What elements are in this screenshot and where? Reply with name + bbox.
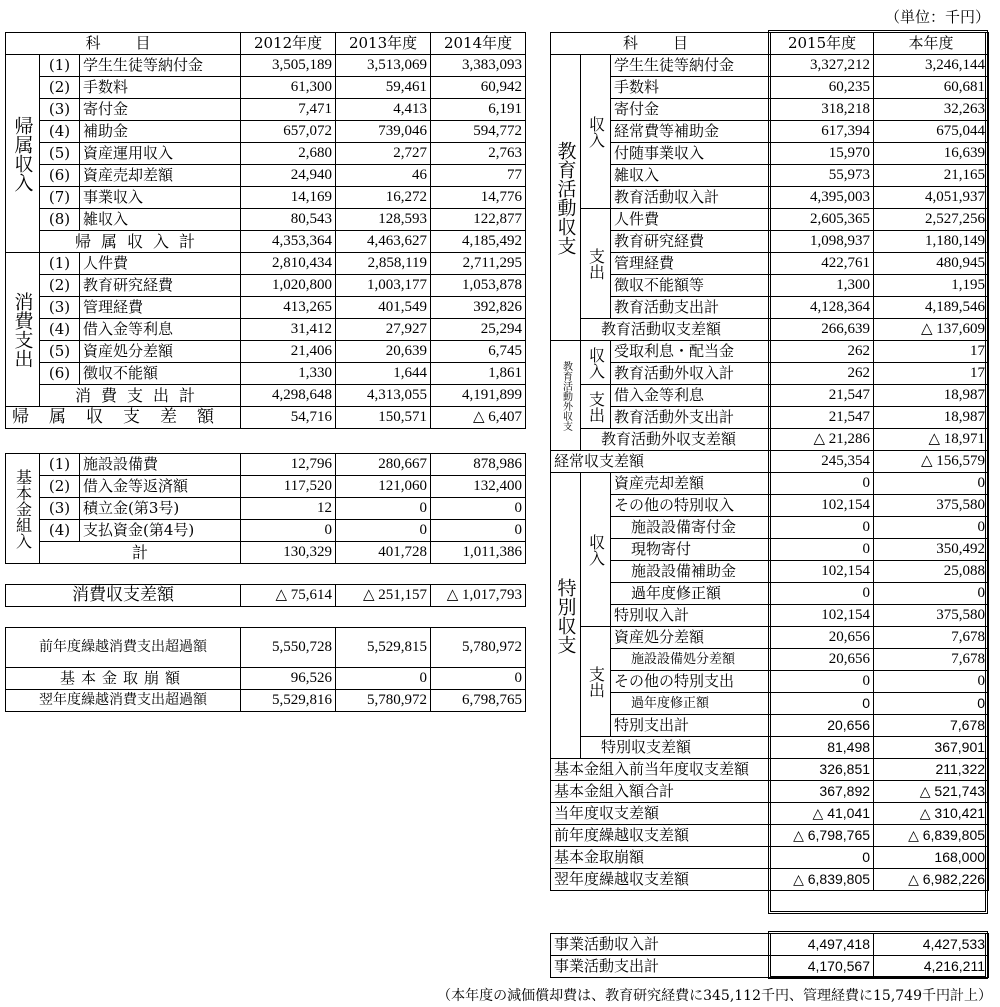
- income-row: [6, 55, 526, 77]
- value-cell: 150,571: [336, 407, 431, 429]
- value-cell: 20,656: [771, 627, 874, 649]
- value-cell: △ 521,743: [874, 781, 989, 803]
- value-cell: 4,051,937: [874, 187, 989, 209]
- row-number: (4): [40, 319, 80, 341]
- row-label: 管理経費: [611, 253, 771, 275]
- row-number: (6): [40, 165, 80, 187]
- value-cell: 12,796: [241, 454, 336, 476]
- value-cell: 4,216,211: [874, 956, 989, 978]
- value-cell: 0: [771, 583, 874, 605]
- value-cell: 14,169: [241, 187, 336, 209]
- row-number: (6): [40, 363, 80, 385]
- value-cell: 657,072: [241, 121, 336, 143]
- header-subject: 科 目: [6, 33, 241, 55]
- carryover-label: 基本金取崩額: [6, 668, 241, 690]
- value-cell: 0: [874, 693, 989, 715]
- value-cell: 5,529,816: [241, 690, 336, 712]
- income-row: [6, 143, 526, 165]
- summary-label: 基本金組入額合計: [551, 781, 771, 803]
- row-label: 教育活動外支出計: [611, 407, 771, 429]
- value-cell: 121,060: [336, 476, 431, 498]
- row-label: その他の特別支出: [611, 671, 771, 693]
- value-cell: 0: [431, 498, 526, 520]
- row-label: 借入金等利息: [611, 385, 771, 407]
- value-cell: 18,987: [874, 407, 989, 429]
- value-cell: 2,605,365: [771, 209, 874, 231]
- value-cell: 128,593: [336, 209, 431, 231]
- special-balance-label: 特別収支差額: [581, 737, 771, 759]
- expense-side-label: 支出: [581, 627, 611, 737]
- group-expense: 消費支出: [6, 253, 40, 407]
- row-label: 学生生徒等納付金: [80, 55, 241, 77]
- income-row: [6, 99, 526, 121]
- value-cell: 102,154: [771, 495, 874, 517]
- row-label: 徴収不能額等: [611, 275, 771, 297]
- value-cell: 5,529,815: [336, 628, 431, 668]
- value-cell: 0: [771, 473, 874, 495]
- header-year: 2013年度: [336, 33, 431, 55]
- value-cell: 20,656: [771, 715, 874, 737]
- income-row: [6, 209, 526, 231]
- row-number: (2): [40, 77, 80, 99]
- expense-total-row: [6, 385, 526, 407]
- value-cell: 31,412: [241, 319, 336, 341]
- value-cell: 0: [771, 693, 874, 715]
- value-cell: 61,300: [241, 77, 336, 99]
- row-label: 特別支出計: [611, 715, 771, 737]
- carryover-row: [6, 668, 526, 690]
- expense-total-label: 消費支出計: [40, 385, 241, 407]
- row-label: 教育研究経費: [611, 231, 771, 253]
- row-number: (3): [40, 498, 80, 520]
- value-cell: 617,394: [771, 121, 874, 143]
- value-cell: 413,265: [241, 297, 336, 319]
- value-cell: 480,945: [874, 253, 989, 275]
- row-number: (2): [40, 275, 80, 297]
- value-cell: 12: [241, 498, 336, 520]
- income-side-label: 収入: [581, 341, 611, 385]
- row-label: 事業収入: [80, 187, 241, 209]
- value-cell: 7,678: [874, 627, 989, 649]
- value-cell: 262: [771, 341, 874, 363]
- row-number: (4): [40, 520, 80, 542]
- value-cell: 4,463,627: [336, 231, 431, 253]
- row-label: 資産運用収入: [80, 143, 241, 165]
- row-label: 施設設備費: [80, 454, 241, 476]
- summary-label: 前年度繰越収支差額: [551, 825, 771, 847]
- value-cell: 4,191,899: [431, 385, 526, 407]
- fund-row: [6, 454, 526, 476]
- value-cell: 326,851: [771, 759, 874, 781]
- row-number: (3): [40, 297, 80, 319]
- balance-label: 帰属収支差額: [6, 407, 241, 429]
- summary-label: 基本金取崩額: [551, 847, 771, 869]
- value-cell: 2,680: [241, 143, 336, 165]
- row-label: 教育活動支出計: [611, 297, 771, 319]
- fund-row: [6, 520, 526, 542]
- value-cell: 55,973: [771, 165, 874, 187]
- value-cell: 0: [336, 668, 431, 690]
- value-cell: 16,272: [336, 187, 431, 209]
- value-cell: 17: [874, 341, 989, 363]
- value-cell: 0: [874, 671, 989, 693]
- expense-side-label: 支出: [581, 209, 611, 319]
- value-cell: 878,986: [431, 454, 526, 476]
- group-fund: 基本金組入: [6, 454, 40, 564]
- expense-row: [6, 341, 526, 363]
- value-cell: 54,716: [241, 407, 336, 429]
- value-cell: 5,550,728: [241, 628, 336, 668]
- value-cell: 59,461: [336, 77, 431, 99]
- value-cell: 0: [874, 517, 989, 539]
- value-cell: 3,383,093: [431, 55, 526, 77]
- value-cell: 21,165: [874, 165, 989, 187]
- value-cell: 7,471: [241, 99, 336, 121]
- value-cell: 17: [874, 363, 989, 385]
- value-cell: 375,580: [874, 605, 989, 627]
- value-cell: 4,189,546: [874, 297, 989, 319]
- summary-label: 基本金組入前当年度収支差額: [551, 759, 771, 781]
- value-cell: 2,810,434: [241, 253, 336, 275]
- edu-balance-label: 教育活動収支差額: [581, 319, 771, 341]
- value-cell: 262: [771, 363, 874, 385]
- value-cell: 7,678: [874, 649, 989, 671]
- value-cell: 5,780,972: [336, 690, 431, 712]
- row-label: 資産処分差額: [611, 627, 771, 649]
- row-label: 資産処分差額: [80, 341, 241, 363]
- value-cell: 4,313,055: [336, 385, 431, 407]
- row-label: 教育活動外収入計: [611, 363, 771, 385]
- row-number: (1): [40, 55, 80, 77]
- value-cell: 367,901: [874, 737, 989, 759]
- value-cell: 21,547: [771, 385, 874, 407]
- value-cell: 20,656: [771, 649, 874, 671]
- value-cell: 4,497,418: [771, 934, 874, 956]
- value-cell: 401,549: [336, 297, 431, 319]
- row-label: 付随事業収入: [611, 143, 771, 165]
- value-cell: 266,639: [771, 319, 874, 341]
- value-cell: 1,020,800: [241, 275, 336, 297]
- income-side-label: 収入: [581, 473, 611, 627]
- value-cell: 3,513,069: [336, 55, 431, 77]
- value-cell: 6,745: [431, 341, 526, 363]
- row-label: その他の特別収入: [611, 495, 771, 517]
- row-number: (5): [40, 341, 80, 363]
- value-cell: 27,927: [336, 319, 431, 341]
- row-number: (3): [40, 99, 80, 121]
- value-cell: 1,330: [241, 363, 336, 385]
- value-cell: △ 41,041: [771, 803, 874, 825]
- value-cell: 102,154: [771, 605, 874, 627]
- value-cell: △ 6,839,805: [874, 825, 989, 847]
- value-cell: 14,776: [431, 187, 526, 209]
- value-cell: 0: [431, 668, 526, 690]
- value-cell: 422,761: [771, 253, 874, 275]
- left-income-expense-table: [5, 32, 526, 429]
- summary-label: 当年度収支差額: [551, 803, 771, 825]
- value-cell: 21,406: [241, 341, 336, 363]
- activity-total-label: 事業活動支出計: [551, 956, 771, 978]
- value-cell: 0: [431, 520, 526, 542]
- value-cell: △ 6,798,765: [771, 825, 874, 847]
- value-cell: 675,044: [874, 121, 989, 143]
- income-row: [6, 77, 526, 99]
- row-label: 雑収入: [80, 209, 241, 231]
- value-cell: 0: [771, 671, 874, 693]
- row-label: 学生生徒等納付金: [611, 55, 771, 77]
- header-row: [6, 33, 526, 55]
- row-label: 寄付金: [611, 99, 771, 121]
- left-consumption-balance-table: [5, 584, 526, 607]
- income-side-label: 収入: [581, 55, 611, 209]
- summary-label: 翌年度繰越収支差額: [551, 869, 771, 891]
- header-year: 2014年度: [431, 33, 526, 55]
- nonedu-balance-label: 教育活動外収支差額: [581, 429, 771, 451]
- value-cell: 3,246,144: [874, 55, 989, 77]
- value-cell: 4,353,364: [241, 231, 336, 253]
- value-cell: 1,195: [874, 275, 989, 297]
- value-cell: 401,728: [336, 542, 431, 564]
- row-label: 施設設備補助金: [611, 561, 771, 583]
- group-nonedu: 教育活動外収支: [551, 341, 581, 451]
- value-cell: 1,053,878: [431, 275, 526, 297]
- row-label: 現物寄付: [611, 539, 771, 561]
- value-cell: 2,727: [336, 143, 431, 165]
- value-cell: 0: [336, 520, 431, 542]
- value-cell: △ 21,286: [771, 429, 874, 451]
- value-cell: 60,942: [431, 77, 526, 99]
- value-cell: 0: [874, 583, 989, 605]
- row-label: 支払資金(第4号): [80, 520, 241, 542]
- value-cell: △ 6,407: [431, 407, 526, 429]
- value-cell: 60,681: [874, 77, 989, 99]
- group-edu: 教育活動収支: [551, 55, 581, 341]
- value-cell: 0: [336, 498, 431, 520]
- value-cell: △ 75,614: [241, 585, 336, 607]
- value-cell: 1,300: [771, 275, 874, 297]
- value-cell: 280,667: [336, 454, 431, 476]
- fund-row: [6, 498, 526, 520]
- carryover-row: [6, 690, 526, 712]
- header-subject: 科 目: [551, 33, 771, 55]
- value-cell: 4,413: [336, 99, 431, 121]
- value-cell: 4,185,492: [431, 231, 526, 253]
- value-cell: 1,180,149: [874, 231, 989, 253]
- value-cell: 25,294: [431, 319, 526, 341]
- value-cell: 1,644: [336, 363, 431, 385]
- expense-row: [6, 319, 526, 341]
- expense-row: [6, 363, 526, 385]
- row-number: (5): [40, 143, 80, 165]
- value-cell: △ 137,609: [874, 319, 989, 341]
- row-label: 資産売却差額: [611, 473, 771, 495]
- income-row: [6, 121, 526, 143]
- value-cell: 2,763: [431, 143, 526, 165]
- value-cell: 4,298,648: [241, 385, 336, 407]
- value-cell: 132,400: [431, 476, 526, 498]
- row-label: 積立金(第3号): [80, 498, 241, 520]
- row-label: 教育活動収入計: [611, 187, 771, 209]
- value-cell: 77: [431, 165, 526, 187]
- value-cell: 0: [241, 520, 336, 542]
- activity-total-label: 事業活動収入計: [551, 934, 771, 956]
- value-cell: 6,798,765: [431, 690, 526, 712]
- value-cell: 2,527,256: [874, 209, 989, 231]
- row-label: 経常費等補助金: [611, 121, 771, 143]
- value-cell: 318,218: [771, 99, 874, 121]
- value-cell: 2,711,295: [431, 253, 526, 275]
- row-number: (7): [40, 187, 80, 209]
- value-cell: 130,329: [241, 542, 336, 564]
- value-cell: 60,235: [771, 77, 874, 99]
- unit-label: （単位：千円）: [884, 8, 990, 26]
- row-label: 借入金等返済額: [80, 476, 241, 498]
- row-label: 管理経費: [80, 297, 241, 319]
- row-label: 教育研究経費: [80, 275, 241, 297]
- left-fund-table: [5, 453, 526, 564]
- consumption-balance-label: 消費収支差額: [6, 585, 241, 607]
- value-cell: 24,940: [241, 165, 336, 187]
- row-label: 寄付金: [80, 99, 241, 121]
- row-label: 施設設備処分差額: [611, 649, 771, 671]
- row-label: 補助金: [80, 121, 241, 143]
- value-cell: 0: [874, 473, 989, 495]
- value-cell: 25,088: [874, 561, 989, 583]
- value-cell: △ 156,579: [874, 451, 989, 473]
- value-cell: 1,098,937: [771, 231, 874, 253]
- expense-row: [6, 297, 526, 319]
- row-number: (2): [40, 476, 80, 498]
- income-row: [6, 187, 526, 209]
- value-cell: 46: [336, 165, 431, 187]
- value-cell: 4,395,003: [771, 187, 874, 209]
- footnote: （本年度の減価償却費は、教育研究経費に345,112千円、管理経費に15,749千円計上）: [437, 988, 992, 1004]
- row-label: 特別収入計: [611, 605, 771, 627]
- value-cell: 375,580: [874, 495, 989, 517]
- consumption-balance-row: [6, 585, 526, 607]
- value-cell: 4,128,364: [771, 297, 874, 319]
- value-cell: 15,970: [771, 143, 874, 165]
- value-cell: 245,354: [771, 451, 874, 473]
- group-special: 特別収支: [551, 473, 581, 759]
- row-label: 施設設備寄付金: [611, 517, 771, 539]
- value-cell: 168,000: [874, 847, 989, 869]
- row-label: 手数料: [80, 77, 241, 99]
- carryover-label: 翌年度繰越消費支出超過額: [6, 690, 241, 712]
- row-label: 人件費: [80, 253, 241, 275]
- group-income: 帰属収入: [6, 55, 40, 253]
- row-label: 過年度修正額: [611, 583, 771, 605]
- value-cell: △ 1,017,793: [431, 585, 526, 607]
- value-cell: 16,639: [874, 143, 989, 165]
- row-label: 手数料: [611, 77, 771, 99]
- income-row: [6, 165, 526, 187]
- value-cell: 0: [771, 539, 874, 561]
- row-label: 徴収不能額: [80, 363, 241, 385]
- value-cell: △ 6,839,805: [771, 869, 874, 891]
- row-label: 資産売却差額: [80, 165, 241, 187]
- value-cell: 117,520: [241, 476, 336, 498]
- row-number: (4): [40, 121, 80, 143]
- value-cell: 80,543: [241, 209, 336, 231]
- value-cell: △ 251,157: [336, 585, 431, 607]
- value-cell: 3,505,189: [241, 55, 336, 77]
- value-cell: 96,526: [241, 668, 336, 690]
- header-year: 2015年度: [771, 33, 874, 55]
- value-cell: 3,327,212: [771, 55, 874, 77]
- value-cell: 211,322: [874, 759, 989, 781]
- value-cell: 122,877: [431, 209, 526, 231]
- fund-total-row: [6, 542, 526, 564]
- activity-total-frame: [768, 931, 988, 979]
- value-cell: 21,547: [771, 407, 874, 429]
- row-number: (1): [40, 454, 80, 476]
- fund-row: [6, 476, 526, 498]
- header-year: 2012年度: [241, 33, 336, 55]
- value-cell: 0: [771, 847, 874, 869]
- value-cell: 0: [771, 517, 874, 539]
- fund-total-label: 計: [40, 542, 241, 564]
- value-cell: △ 6,982,226: [874, 869, 989, 891]
- row-number: (1): [40, 253, 80, 275]
- value-cell: 32,263: [874, 99, 989, 121]
- value-cell: 7,678: [874, 715, 989, 737]
- value-cell: 6,191: [431, 99, 526, 121]
- left-carryover-table: [5, 627, 526, 712]
- value-cell: △ 18,971: [874, 429, 989, 451]
- expense-row: [6, 253, 526, 275]
- value-cell: 5,780,972: [431, 628, 526, 668]
- row-number: (8): [40, 209, 80, 231]
- value-cell: 594,772: [431, 121, 526, 143]
- row-label: 人件費: [611, 209, 771, 231]
- expense-side-label: 支出: [581, 385, 611, 429]
- value-cell: 81,498: [771, 737, 874, 759]
- header-year: 本年度: [874, 33, 989, 55]
- row-label: 借入金等利息: [80, 319, 241, 341]
- balance-row: [6, 407, 526, 429]
- value-cell: △ 310,421: [874, 803, 989, 825]
- value-cell: 392,826: [431, 297, 526, 319]
- value-cell: 350,492: [874, 539, 989, 561]
- value-cell: 18,987: [874, 385, 989, 407]
- value-cell: 4,170,567: [771, 956, 874, 978]
- value-cell: 20,639: [336, 341, 431, 363]
- income-total-row: [6, 231, 526, 253]
- carryover-label: 前年度繰越消費支出超過額: [6, 628, 241, 668]
- value-cell: 1,011,386: [431, 542, 526, 564]
- value-cell: 102,154: [771, 561, 874, 583]
- value-cell: 1,861: [431, 363, 526, 385]
- expense-row: [6, 275, 526, 297]
- value-cell: 1,003,177: [336, 275, 431, 297]
- row-label: 過年度修正額: [611, 693, 771, 715]
- carryover-row: [6, 628, 526, 668]
- row-label: 雑収入: [611, 165, 771, 187]
- value-columns-frame: [768, 30, 988, 914]
- income-total-label: 帰属収入計: [40, 231, 241, 253]
- ordinary-balance-label: 経常収支差額: [551, 451, 771, 473]
- row-label: 受取利息・配当金: [611, 341, 771, 363]
- value-cell: 739,046: [336, 121, 431, 143]
- value-cell: 367,892: [771, 781, 874, 803]
- value-cell: 4,427,533: [874, 934, 989, 956]
- value-cell: 2,858,119: [336, 253, 431, 275]
